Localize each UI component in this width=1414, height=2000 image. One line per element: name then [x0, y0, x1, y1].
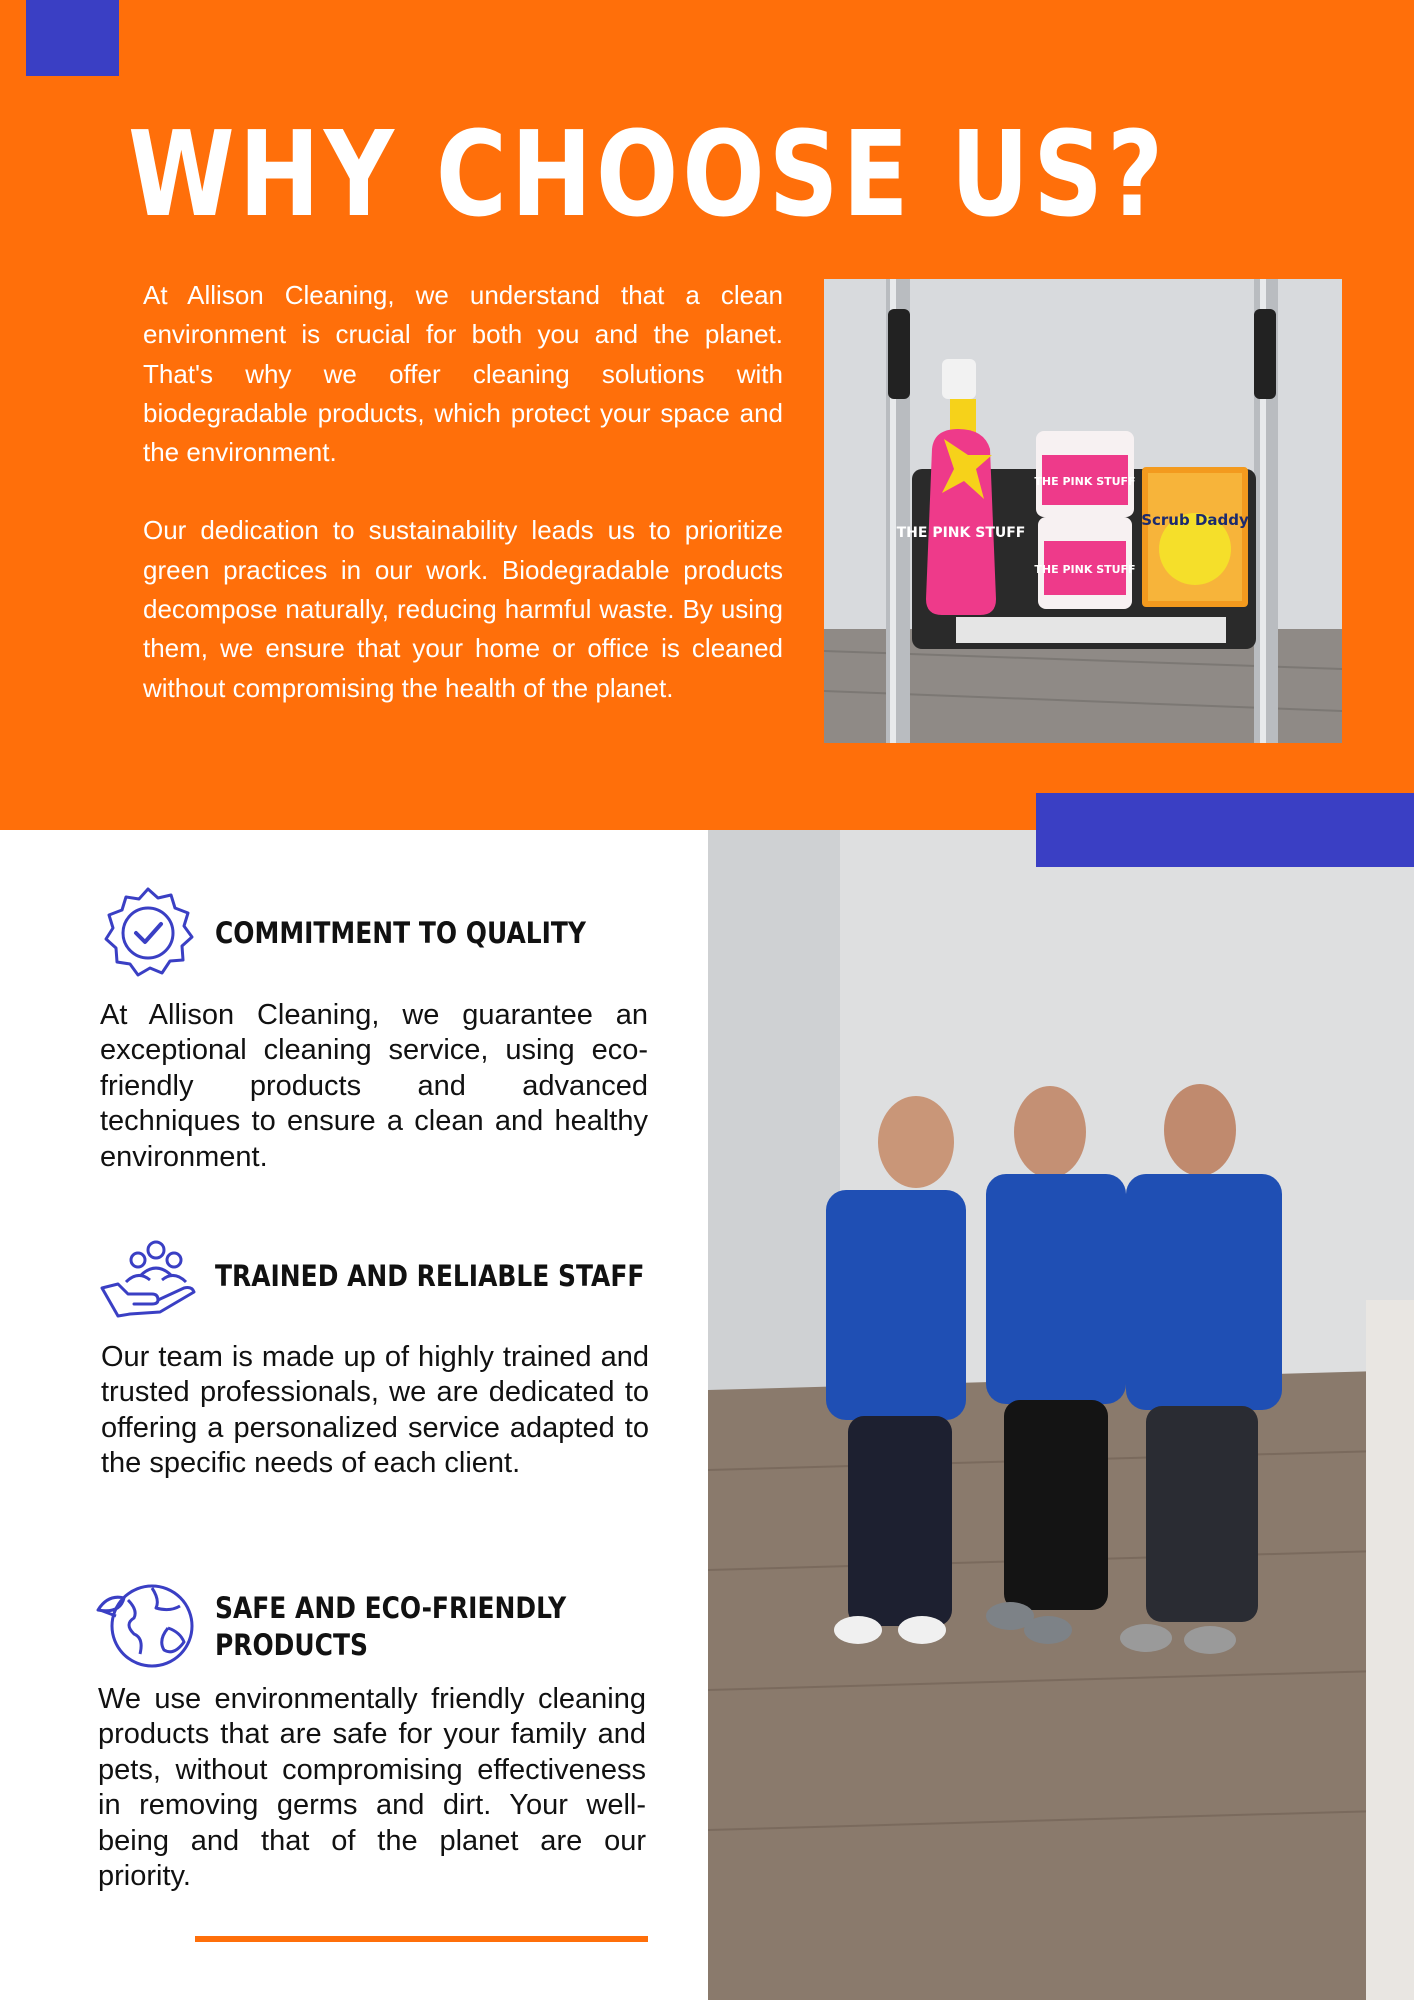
- feature-title-quality: COMMITMENT TO QUALITY: [215, 916, 586, 950]
- feature-title-eco-line: PRODUCTS: [215, 1628, 368, 1662]
- quality-badge-icon: [100, 885, 196, 981]
- feature-text-eco: We use environmentally friendly cleaning products that are safe for your family and pets, without compromising effectiveness in removing germs and dirt. Your well-being and that of the planet are our priority.: [98, 1683, 646, 1893]
- feature-title-eco: [215, 1590, 566, 1664]
- team-photo: [708, 830, 1414, 2000]
- feature-text-staff: Our team is made up of highly trained and trusted professionals, we are dedicated to offering a personalized service adapted to the specific needs of each client.: [101, 1341, 649, 1480]
- intro-text: [143, 276, 783, 747]
- feature-title-staff: TRAINED AND RELIABLE STAFF: [215, 1259, 645, 1293]
- intro-paragraph: Our dedication to sustainability leads us to prioritize green practices in our work. Biodegradable products decompose naturally, reducing harmful waste. By using them, we ensure that your home or office is cleaned without compromising the health of the planet.: [143, 515, 783, 703]
- intro-paragraph: At Allison Cleaning, we understand that a clean environment is crucial for both you and the planet. That's why we offer cleaning solutions with biodegradable products, which protect your space and the environment.: [143, 280, 783, 468]
- feature-text-quality: At Allison Cleaning, we guarantee an exceptional cleaning service, using eco-friendly products and advanced techniques to ensure a clean and healthy environment.: [100, 999, 648, 1173]
- team-hand-icon: [100, 1236, 200, 1318]
- page-title: WHY CHOOSE US?: [128, 105, 1168, 243]
- product-label: THE PINK STUFF: [1034, 475, 1136, 488]
- orange-divider: [195, 1936, 648, 1942]
- corner-accent-square: [26, 0, 119, 76]
- eco-globe-icon: [94, 1580, 200, 1672]
- product-label: Scrub Daddy: [1141, 511, 1249, 529]
- product-label: THE PINK STUFF: [1034, 563, 1136, 576]
- product-label: THE PINK STUFF: [896, 525, 1026, 541]
- feature-title-eco-line: SAFE AND ECO-FRIENDLY: [215, 1591, 567, 1625]
- cleaning-products-photo: [824, 279, 1342, 743]
- blue-accent-bar: [1036, 793, 1414, 867]
